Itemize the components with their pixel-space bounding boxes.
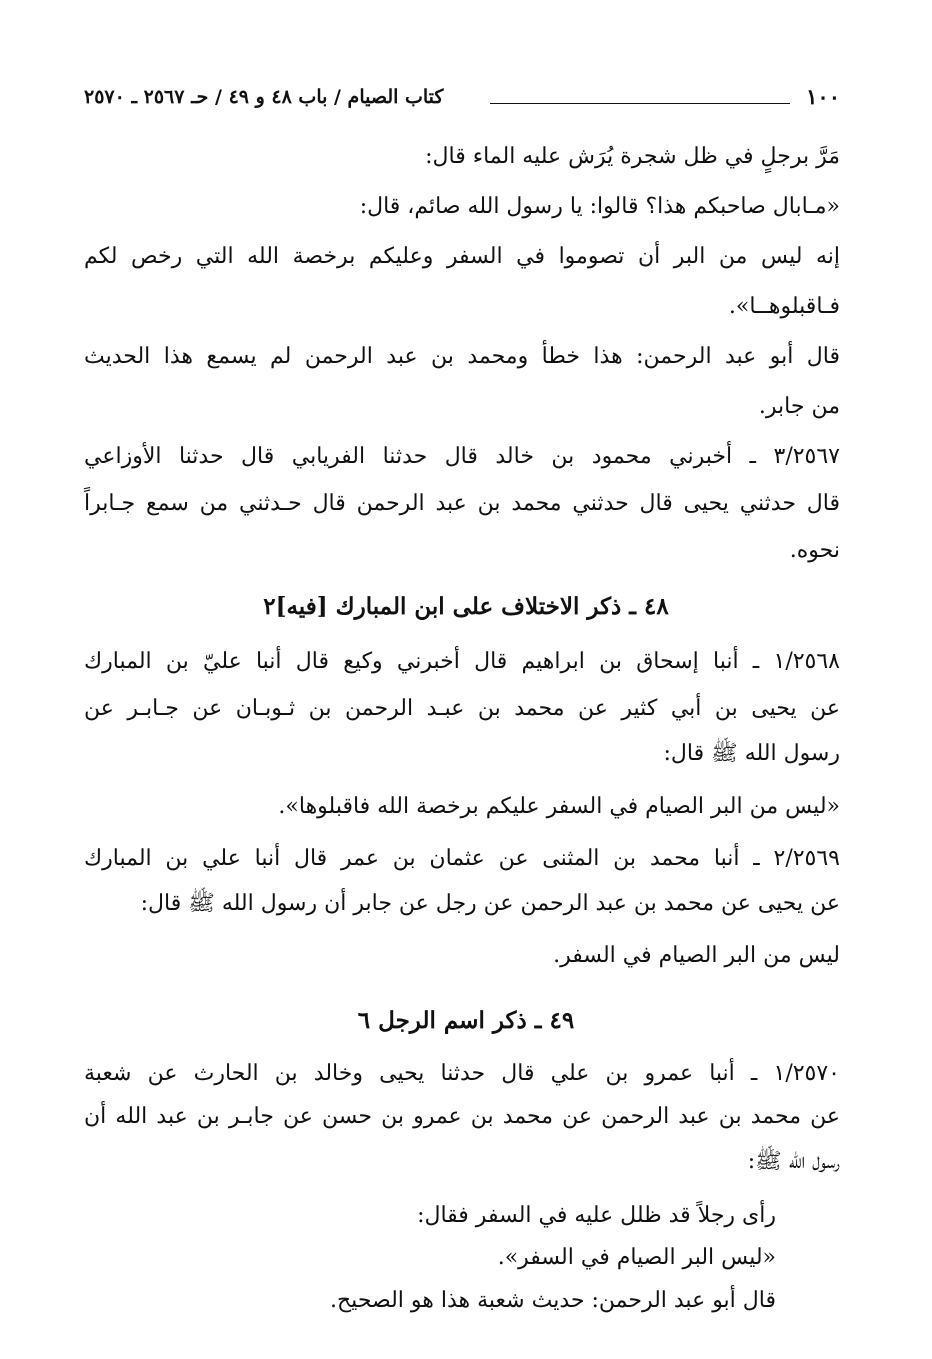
text-line: «ليس من البر الصيام في السفر عليكم برخصة الله فاقبلوها». <box>278 794 840 819</box>
page-number: ١٠٠ <box>806 84 840 109</box>
text-line: عن يحيى بن أبي كثير عن محمد بن عبـد الرحمن بن ثـوبـان عن جـابـر عن <box>84 696 840 721</box>
text-line: عن محمد بن عبد الرحمن عن محمد بن عمرو بن حسن عن جابـر بن عبد الله أن <box>84 1104 840 1129</box>
text-line: «مـابال صاحبكم هذا؟ قالوا: يا رسول الله صائم، قال: <box>359 194 840 219</box>
text-line: قال أبو عبد الرحمن: حديث شعبة هذا هو الصحيح. <box>329 1288 776 1313</box>
text-line: عن يحيى عن محمد بن عبد الرحمن عن رجل عن جابر أن رسول الله ﷺ قال: <box>140 891 840 916</box>
text-line: ليس من البر الصيام في السفر. <box>553 943 840 968</box>
text-line: رسول الله ﷺ: <box>747 1149 840 1174</box>
text-line: ١/٢٥٧٠ ـ أنبا عمرو بن علي قال حدثنا يحيى وخالد بن الحارث عن شعبة <box>84 1061 840 1086</box>
text-line: نحوه. <box>789 538 840 563</box>
header-rule <box>490 103 790 104</box>
running-title: كتاب الصيام / باب ٤٨ و ٤٩ / حـ ٢٥٦٧ ـ ٢٥٧٠ <box>84 86 444 108</box>
page-header <box>84 82 840 112</box>
text-line: ٢/٢٥٦٩ ـ أنبا محمد بن المثنى عن عثمان بن عمر قال أنبا علي بن المبارك <box>84 846 840 871</box>
text-line: ١/٢٥٦٨ ـ أنبا إسحاق بن ابراهيم قال أخبرني وكيع قال أنبا عليّ بن المبارك <box>84 649 840 674</box>
text-line: قال أبو عبد الرحمن: هذا خطأ ومحمد بن عبد الرحمن لم يسمع هذا الحديث <box>84 344 840 369</box>
text-line: رأى رجلاً قد ظلل عليه في السفر فقال: <box>417 1203 776 1228</box>
text-line: «ليس البر الصيام في السفر». <box>497 1245 776 1270</box>
text-line: قال حدثني يحيى قال حدثني محمد بن عبد الرحمن قال حـدثني من سمع جـابراً <box>84 491 840 516</box>
text-line: مَرَّ برجلٍ في ظل شجرة يُرَش عليه الماء قال: <box>425 144 840 169</box>
text-line: إنه ليس من البر أن تصوموا في السفر وعليكم برخصة الله التي رخص لكم <box>84 244 840 269</box>
text-line: ٣/٢٥٦٧ ـ أخبرني محمود بن خالد قال حدثنا الفريابي قال حدثنا الأوزاعي <box>84 444 840 469</box>
text-line: من جابر. <box>758 394 840 419</box>
text-line: رسول الله ﷺ قال: <box>663 741 840 766</box>
section-heading-48: ٤٨ ـ ذكر الاختلاف على ابن المبارك [فيه]٢ <box>263 593 669 620</box>
section-heading-49: ٤٩ ـ ذكر اسم الرجل ٦ <box>357 1007 575 1034</box>
text-line: فـاقبلوهــا». <box>728 294 840 319</box>
